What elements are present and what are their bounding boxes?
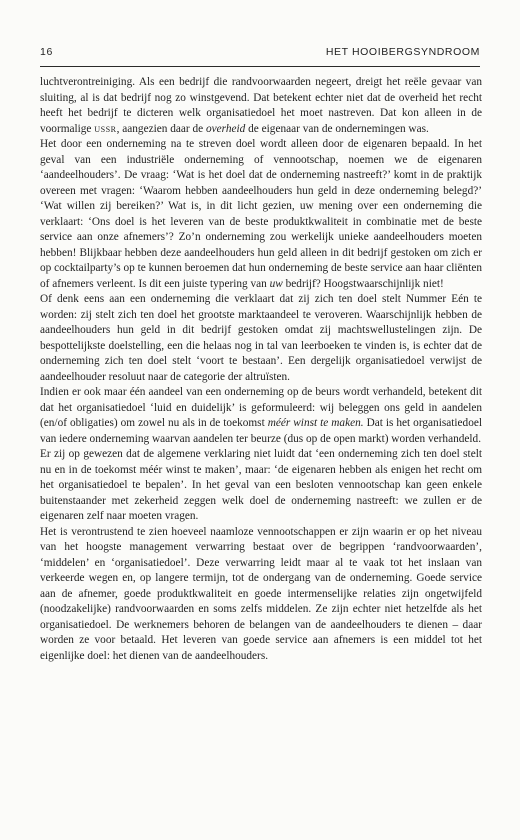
small-caps-text: USSR: [94, 124, 117, 134]
emphasis-text: overheid: [206, 122, 246, 135]
paragraph: [40, 447, 482, 525]
text-run: Er zij op gewezen dat de algemene verklaring niet luidt dat ‘een onderneming zich ten doel stelt nu en in de toekomst méér winst te maken’, maar: ‘de eigenaren hebben als enigen het recht om het organisatiedoel te bepalen’. In het geval van een besloten vennootschap kan geen enkele buitenstaander met zekerheid zeggen welk doel de onderneming nastreeft: we zullen er de eigenaren zelf naar moeten vragen.: [40, 448, 482, 522]
page-header: [40, 46, 480, 62]
running-head: HET HOOIBERGSYNDROOM: [325, 46, 480, 58]
paragraph: [40, 385, 482, 447]
text-run: Het is verontrustend te zien hoeveel naamloze vennootschappen er zijn waarin er op het niveau van het hoogste management verwarring bestaat over de begrippen ‘randvoorwaarden’, ‘middelen’ en ‘organisatiedoel’. Deze verwarring leidt maar al te vaak tot het inslaan van verkeerde wegen en, op langere termijn, tot de ondergang van de onderneming. Goede service aan de afnemer, goede produktkwaliteit en goede intermenselijke relaties zijn ongetwijfeld (noodzakelijke) randvoorwaarden en soms zelfs middelen. Ze zijn echter niet hetzelfde als het organisatiedoel. De werknemers behoren de belangen van de aandeelhouders te dienen – daar worden ze voor betaald. Het leveren van goede service aan afnemers is een middel tot het eigenlijke doel: het dienen van de aandeelhouders.: [40, 525, 482, 662]
paragraph: [40, 75, 482, 137]
text-run: Indien er ook maar één aandeel van een onderneming op de beurs wordt verhandeld, betekent dit dat het organisatiedoel ‘luid en duidelijk’ is geformuleerd: wij beleggen ons geld in aandelen (en/of obligaties) om zowel nu als in de toekomst: [40, 386, 482, 429]
paragraph: [40, 292, 482, 385]
text-run: , aangezien daar de: [116, 122, 206, 135]
text-run: Het door een onderneming na te streven doel wordt alleen door de eigenaren bepaald. In het geval van een industriële onderneming of vennootschap, noemen we de eigenaren ‘aandeelhouders’. De vraag: ‘Wat is het doel dat de onderneming nastreeft?’ komt in de praktijk overeen met vragen: ‘Waarom hebben aandeelhouders hun geld in deze onderneming belegd?’ ‘Wat willen zij bereiken?’ Wat is, in dit licht gezien, uw mening over een onderneming die verklaart: ‘Ons doel is het leveren van de beste produktkwaliteit in combinatie met de beste service aan onze afnemers’? Zo’n onderneming zou werkelijk unieke aandeelhouders moeten hebben! Blijkbaar hebben deze aandeelhouders hun geld alleen in dit bedrijf gestoken om zich er op cocktailparty’s op te kunnen beroemen dat hun onderneming de beste service aan haar cliënten of afnemers verleent. Is dit een juiste typering van: [40, 138, 482, 290]
text-run: de eigenaar van de ondernemingen was.: [245, 122, 429, 135]
body-text: [40, 75, 482, 664]
text-run: Of denk eens aan een onderneming die verklaart dat zij zich ten doel stelt Nummer Eén te worden: zij stelt zich ten doel het grootste marktaandeel te veroveren. Waarschijnlijk hebben de aandeelhouders hun geld in dit bedrijf gestoken omdat zij machtswellustelingen zijn. De bespottelijkste doelstelling, een die helaas nog in tal van leerboeken te vinden is, is echter dat de onderneming zich ten doel stelt ‘voort te bestaan’. Een dergelijk organisatiedoel verwijst de aandeelhouder resoluut naar de categorie der altruïsten.: [40, 293, 482, 383]
emphasis-text: méér winst te maken.: [267, 417, 364, 429]
header-rule: [40, 66, 480, 67]
page-number: 16: [40, 46, 53, 58]
text-run: luchtverontreiniging. Als een bedrijf die randvoorwaarden negeert, dreigt het reële gevaar van sluiting, al is dat bedrijf nog zo winstgevend. Dat betekent echter niet dat de overheid het recht heeft het bedrijf te dicteren welk organisatiedoel het moet nastreven. Dat kon alleen in de voormalige: [40, 76, 482, 135]
text-run: bedrijf? Hoogstwaarschijnlijk niet!: [282, 277, 444, 290]
emphasis-text: uw: [269, 277, 283, 290]
paragraph: [40, 137, 482, 292]
text-run: Dat is het organisatiedoel van iedere onderneming waarvan aandelen ter beurze (dus op de open markt) worden verhandeld.: [40, 417, 482, 445]
paragraph: [40, 525, 482, 665]
